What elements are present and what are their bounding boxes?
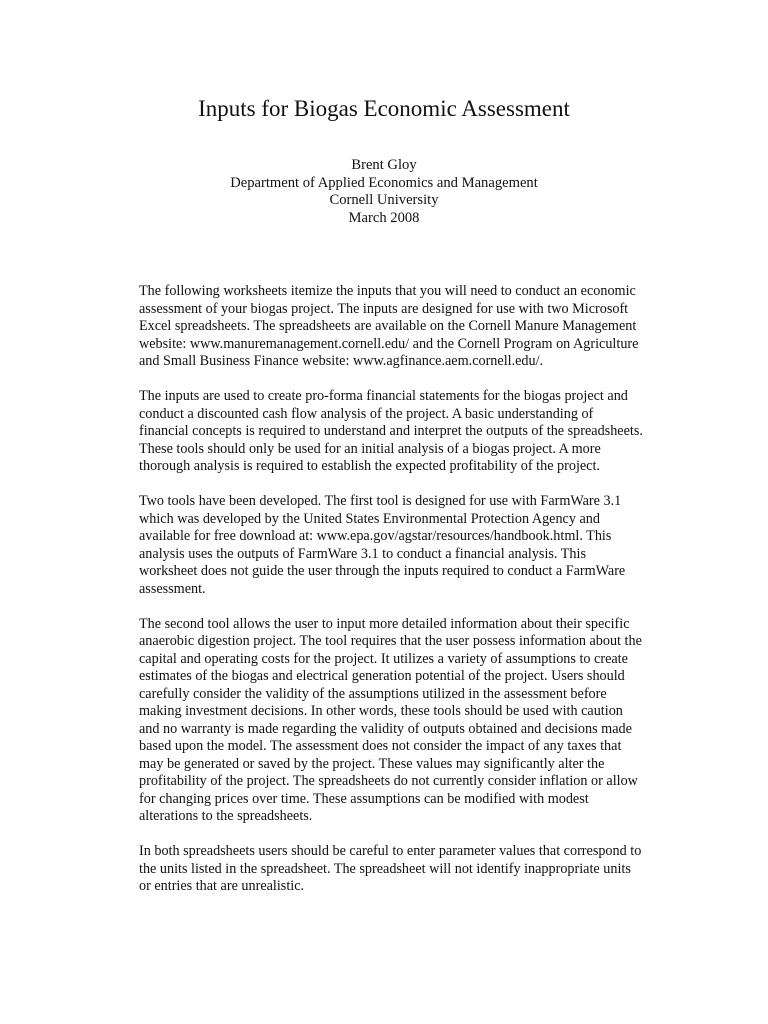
department-name: Department of Applied Economics and Management xyxy=(230,174,538,191)
document-date: March 2008 xyxy=(348,209,420,226)
paragraph xyxy=(139,843,705,896)
text-line: profitability of the project. The spreadsheets do not currently consider inflation or allow xyxy=(139,773,638,789)
text-line: The following worksheets itemize the inputs that you will need to conduct an economic xyxy=(139,283,636,299)
text-line: and Small Business Finance website: www.agfinance.aem.cornell.edu/. xyxy=(139,353,544,369)
text-line: financial concepts is required to understand and interpret the outputs of the spreadsheets. xyxy=(139,423,643,439)
paragraph xyxy=(139,283,705,371)
text-line: worksheet does not guide the user through the inputs required to conduct a FarmWare xyxy=(139,563,626,579)
text-line: assessment. xyxy=(139,580,206,597)
text-line: and no warranty is made regarding the validity of outputs obtained and decisions made xyxy=(139,720,632,737)
text-line: alterations to the spreadsheets. xyxy=(139,808,313,824)
text-line: website: www.manuremanagement.cornell.edu/ and the Cornell Program on Agriculture xyxy=(139,335,639,352)
text-line: estimates of the biogas and electrical generation potential of the project. Users should xyxy=(139,668,625,684)
text-line: analysis uses the outputs of FarmWare 3.1 to conduct a financial analysis. This xyxy=(139,545,586,562)
text-line: capital and operating costs for the project. It utilizes a variety of assumptions to create xyxy=(139,650,628,667)
author-name: Brent Gloy xyxy=(351,157,417,173)
text-line: which was developed by the United States Environmental Protection Agency and xyxy=(139,510,600,527)
text-line: based upon the model. The assessment does not consider the impact of any taxes that xyxy=(139,738,622,754)
text-line: or entries that are unrealistic. xyxy=(139,878,305,894)
paragraph xyxy=(139,493,705,598)
paragraph xyxy=(139,616,705,826)
text-line: the units listed in the spreadsheet. The spreadsheet will not identify inappropriate units xyxy=(139,860,631,877)
text-line: thorough analysis is required to establish the expected profitability of the project. xyxy=(139,458,600,474)
text-line: The second tool allows the user to input more detailed information about their specific xyxy=(139,615,630,632)
text-line: carefully consider the validity of the assumptions utilized in the assessment before xyxy=(139,685,607,702)
paragraph xyxy=(139,388,705,476)
text-line: The inputs are used to create pro-forma financial statements for the biogas project and xyxy=(139,388,628,404)
text-line: In both spreadsheets users should be careful to enter parameter values that correspond to xyxy=(139,843,642,859)
text-line: Excel spreadsheets. The spreadsheets are available on the Cornell Manure Management xyxy=(139,318,637,334)
text-line: may be generated or saved by the project. These values may significantly alter the xyxy=(139,755,605,772)
body-text xyxy=(139,283,705,913)
text-line: These tools should only be used for an initial analysis of a biogas project. A more xyxy=(139,440,601,457)
text-line: for changing prices over time. These assumptions can be modified with modest xyxy=(139,790,589,807)
text-line: assessment of your biogas project. The inputs are designed for use with two Microsoft xyxy=(139,300,629,317)
text-line: making investment decisions. In other words, these tools should be used with caution xyxy=(139,703,623,719)
text-line: conduct a discounted cash flow analysis of the project. A basic understanding of xyxy=(139,405,594,422)
author-block xyxy=(0,157,768,227)
text-line: Two tools have been developed. The first tool is designed for use with FarmWare 3.1 xyxy=(139,493,622,509)
institution-name: Cornell University xyxy=(329,192,439,209)
document-title: Inputs for Biogas Economic Assessment xyxy=(198,96,570,121)
text-line: available for free download at: www.epa.gov/agstar/resources/handbook.html. This xyxy=(139,528,612,544)
text-line: anaerobic digestion project. The tool requires that the user possess information about the xyxy=(139,633,642,649)
